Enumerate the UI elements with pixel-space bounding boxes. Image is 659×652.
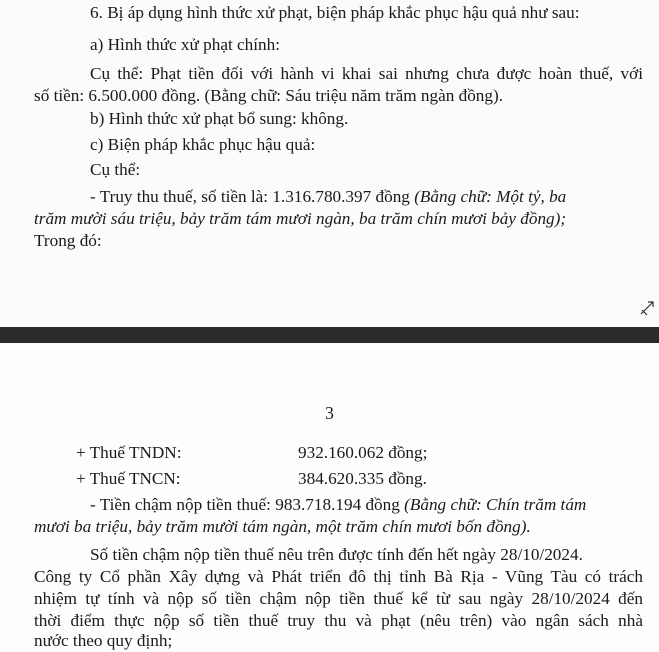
paragraph-line2: Công ty Cổ phần Xây dựng và Phát triển đô thị tỉnh Bà Rịa - Vũng Tàu có trách	[34, 567, 643, 586]
page-break-divider	[0, 327, 659, 343]
tax-tndn-value: 932.160.062 đồng;	[298, 443, 428, 462]
trong-do-label: Trong đó:	[34, 231, 102, 250]
item-a-label: a) Hình thức xử phạt chính:	[90, 35, 280, 54]
late-payment-line2: mươi ba triệu, bảy trăm mười tám ngàn, một trăm chín mươi bốn đồng).	[34, 517, 531, 536]
truy-thu-words-start: (Bằng chữ: Một tỷ, ba	[414, 187, 567, 206]
item-a-detail-line2: số tiền: 6.500.000 đồng. (Bằng chữ: Sáu triệu năm trăm ngàn đồng).	[34, 86, 504, 105]
paragraph-line4: thời điểm thực nộp số tiền thuế truy thu và phạt (nêu trên) vào ngân sách nhà	[34, 611, 643, 630]
paragraph-line3: nhiệm tự tính và nộp số tiền chậm nộp tiền thuế kể từ sau ngày 28/10/2024 đến	[34, 589, 643, 608]
truy-thu-amount: - Truy thu thuế, số tiền là: 1.316.780.397 đồng	[90, 187, 415, 206]
section-heading: 6. Bị áp dụng hình thức xử phạt, biện pháp khắc phục hậu quả như sau:	[90, 3, 580, 22]
item-c-detail: Cụ thể:	[90, 160, 141, 179]
tax-tncn-value: 384.620.335 đồng.	[298, 469, 427, 488]
item-b-label: b) Hình thức xử phạt bổ sung: không.	[90, 109, 349, 128]
late-payment-amount: - Tiền chậm nộp tiền thuế: 983.718.194 đồng	[90, 495, 405, 514]
truy-thu-line2: trăm mười sáu triệu, bảy trăm tám mươi ngàn, ba trăm chín mươi bảy đồng);	[34, 209, 567, 228]
late-payment-words-start: (Bằng chữ: Chín trăm tám	[404, 495, 587, 514]
truy-thu-line1	[90, 186, 643, 208]
late-payment-line1	[90, 494, 643, 516]
item-a-detail-line1: Cụ thể: Phạt tiền đối với hành vi khai sai nhưng chưa được hoàn thuế, với	[90, 64, 643, 83]
item-c-label: c) Biện pháp khắc phục hậu quả:	[90, 135, 316, 154]
pen-mark-icon	[639, 298, 655, 316]
paragraph-line5: nước theo quy định;	[34, 631, 173, 650]
page-number: 3	[325, 403, 334, 423]
tax-tncn-label: + Thuế TNCN:	[76, 469, 181, 488]
tax-tndn-label: + Thuế TNDN:	[76, 443, 182, 462]
paragraph-line1: Số tiền chậm nộp tiền thuế nêu trên được tính đến hết ngày 28/10/2024.	[90, 545, 583, 564]
